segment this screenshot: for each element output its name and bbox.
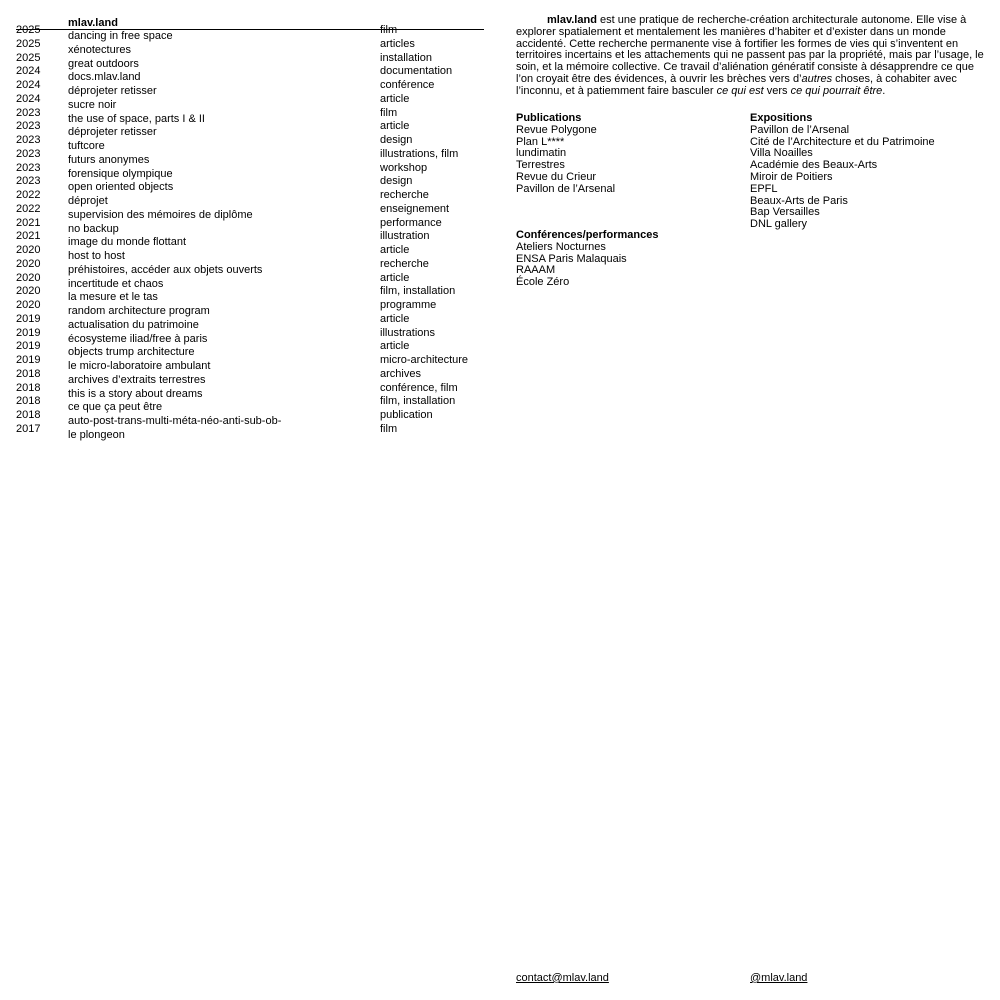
- exposition-item: Beaux-Arts de Paris: [750, 194, 848, 207]
- project-year: 2019: [16, 312, 41, 325]
- project-title: image du monde flottant: [68, 236, 187, 249]
- intro-text: .: [882, 84, 886, 97]
- conferences-section: [516, 230, 736, 289]
- project-type: archives: [380, 367, 421, 380]
- project-type: article: [380, 244, 410, 256]
- project-title: random architecture program: [68, 305, 210, 317]
- expositions-section: [750, 113, 990, 231]
- project-title: open oriented objects: [68, 181, 174, 194]
- project-type: conférence, film: [380, 381, 458, 394]
- intro-emphasis-ce-qui-est: ce qui est: [716, 84, 764, 97]
- project-year: 2019: [16, 354, 41, 366]
- project-title: objects trump architecture: [68, 346, 195, 359]
- site-title[interactable]: mlav.land: [68, 17, 118, 29]
- project-year: 2023: [16, 147, 41, 160]
- project-year: 2018: [16, 395, 41, 408]
- conference-item: ENSA Paris Malaquais: [516, 252, 627, 265]
- project-row[interactable]: [16, 106, 484, 127]
- project-title: écosysteme iliad/free à paris: [68, 332, 208, 345]
- project-type: enseignement: [380, 202, 450, 215]
- project-type: performance: [380, 216, 442, 229]
- exposition-item: Pavillon de l’Arsenal: [750, 123, 850, 136]
- expositions-list: [750, 125, 990, 231]
- project-title: docs.mlav.land: [68, 71, 141, 84]
- project-title: xénotectures: [68, 43, 131, 56]
- publications-heading: Publications: [516, 112, 582, 124]
- project-year: 2023: [16, 175, 41, 188]
- contact-email-link[interactable]: contact@mlav.land: [516, 972, 609, 984]
- projects-index: [16, 17, 484, 443]
- project-title: déprojeter retisser: [68, 126, 157, 139]
- publication-item: Revue du Crieur: [516, 170, 597, 183]
- instagram-handle-link[interactable]: @mlav.land: [750, 972, 808, 984]
- project-row[interactable]: [16, 230, 484, 250]
- project-type: publication: [380, 409, 433, 421]
- conference-item: RAAAM: [516, 264, 556, 277]
- exposition-item: DNL gallery: [750, 218, 808, 231]
- project-year: 2023: [16, 134, 41, 146]
- project-year: 2021: [16, 216, 41, 229]
- projects-header: [16, 17, 484, 30]
- project-title: actualisation du patrimoine: [68, 318, 199, 331]
- project-type: article: [380, 340, 410, 353]
- project-type: conférence: [380, 79, 435, 91]
- project-title: dancing in free space: [68, 30, 173, 42]
- project-year: 2024: [16, 65, 41, 78]
- project-type: recherche: [380, 189, 429, 201]
- publication-item: Revue Polygone: [516, 123, 597, 136]
- intro-emphasis-ce-qui-pourrait-etre: ce qui pourrait être: [790, 84, 883, 97]
- project-row[interactable]: [16, 326, 484, 347]
- project-row[interactable]: [16, 79, 484, 99]
- project-row[interactable]: [16, 120, 484, 140]
- conferences-list: [516, 242, 736, 289]
- project-year: 2019: [16, 326, 41, 339]
- project-year: 2018: [16, 381, 41, 394]
- project-year: 2021: [16, 230, 41, 243]
- project-year: 2025: [16, 24, 41, 36]
- expositions-heading: Expositions: [750, 112, 813, 124]
- publications-section: [516, 113, 736, 196]
- project-type: workshop: [380, 161, 428, 174]
- publication-item: Pavillon de l’Arsenal: [516, 182, 616, 195]
- project-title: no backup: [68, 222, 119, 235]
- project-title: tuftcore: [68, 140, 105, 152]
- project-title: the use of space, parts I & II: [68, 112, 205, 125]
- exposition-item: Académie des Beaux-Arts: [750, 159, 878, 172]
- project-year: 2020: [16, 271, 41, 284]
- project-type: design: [380, 134, 413, 146]
- project-row[interactable]: [16, 92, 484, 113]
- project-title: great outdoors: [68, 57, 139, 70]
- project-year: 2017: [16, 422, 41, 435]
- project-title: supervision des mémoires de diplôme: [68, 208, 253, 221]
- project-title: déprojeter retisser: [68, 85, 157, 97]
- exposition-item: EPFL: [750, 182, 778, 195]
- project-year: 2022: [16, 189, 41, 201]
- project-title: this is a story about dreams: [68, 387, 203, 400]
- intro-text: choses, à cohabiter avec l’inconnu, et à patiemment faire basculer: [516, 72, 957, 97]
- project-type: film: [380, 24, 398, 36]
- project-year: 2025: [16, 51, 41, 64]
- project-title: ce que ça peut être: [68, 401, 163, 414]
- conference-item: Ateliers Nocturnes: [516, 240, 606, 253]
- project-type: film: [380, 106, 398, 119]
- project-type: illustrations: [380, 326, 436, 339]
- project-title: archives d’extraits terrestres: [68, 373, 206, 386]
- project-type: programme: [380, 299, 437, 311]
- project-type: documentation: [380, 65, 453, 78]
- intro-lead: mlav.land: [547, 14, 597, 26]
- project-row[interactable]: [16, 257, 484, 278]
- project-year: 2020: [16, 257, 41, 270]
- project-title: auto-post-trans-multi-méta-néo-anti-sub-ob-: [68, 415, 282, 427]
- project-title: préhistoires, accéder aux objets ouverts: [68, 263, 263, 276]
- project-title: forensique olympique: [68, 167, 173, 180]
- project-year: 2023: [16, 120, 41, 133]
- project-row[interactable]: [16, 409, 484, 429]
- conference-item: École Zéro: [516, 276, 570, 289]
- project-type: film: [380, 422, 398, 435]
- intro-emphasis-autres: autres: [801, 72, 833, 85]
- publication-item: Plan L****: [516, 135, 565, 148]
- project-title: le plongeon: [68, 428, 125, 441]
- project-type: installation: [380, 51, 432, 64]
- project-type: design: [380, 175, 413, 188]
- exposition-item: Miroir de Poitiers: [750, 170, 833, 183]
- project-year: 2020: [16, 299, 41, 311]
- project-year: 2020: [16, 244, 41, 256]
- project-type: article: [380, 92, 410, 105]
- project-year: 2022: [16, 202, 41, 215]
- project-title: le micro-laboratoire ambulant: [68, 360, 211, 372]
- project-title: incertitude et chaos: [68, 277, 164, 290]
- project-year: 2025: [16, 37, 41, 50]
- project-title: déprojet: [68, 195, 108, 207]
- project-title: futurs anonymes: [68, 153, 150, 166]
- project-year: 2020: [16, 285, 41, 298]
- project-type: articles: [380, 37, 415, 50]
- exposition-item: Cité de l’Architecture et du Patrimoine: [750, 135, 935, 148]
- project-type: article: [380, 312, 410, 325]
- project-type: film, installation: [380, 395, 456, 408]
- publication-item: lundimatin: [516, 147, 567, 160]
- publications-list: [516, 125, 736, 196]
- publication-item: Terrestres: [516, 159, 565, 172]
- project-year: 2023: [16, 161, 41, 174]
- intro-paragraph: [516, 15, 988, 98]
- project-row[interactable]: [16, 299, 484, 319]
- project-year: 2024: [16, 79, 41, 91]
- project-type: illustrations, film: [380, 147, 459, 160]
- project-title: la mesure et le tas: [68, 291, 158, 304]
- project-type: illustration: [380, 230, 430, 243]
- project-row[interactable]: [16, 422, 484, 443]
- project-type: recherche: [380, 257, 429, 270]
- conferences-heading: Conférences/performances: [516, 229, 659, 241]
- exposition-item: Villa Noailles: [750, 147, 813, 160]
- project-type: film, installation: [380, 285, 456, 298]
- project-year: 2024: [16, 92, 41, 105]
- exposition-item: Bap Versailles: [750, 206, 820, 219]
- project-year: 2018: [16, 409, 41, 421]
- projects-list: [16, 24, 484, 443]
- intro-text: vers: [763, 84, 791, 97]
- project-type: micro-architecture: [380, 354, 469, 366]
- project-title: sucre noir: [68, 98, 117, 111]
- intro-text: est une pratique de recherche-création architecturale autonome. Elle vise à explorer spatialement et mentalement les manières d’habiter et d’exister dans un monde accidenté. Cette recherche permanente vise à fortifier les formes de vies qui s’inventent en territoires incertains et les attachements qui ne passent pas par la propriété, mais par l’usage, le soin, et la mémoire collective. Ce travail d’aliénation génératif consiste à désapprendre ce que l’on croyait être des évidences, à ouvrir les brèches vers d’: [516, 14, 984, 85]
- project-title: host to host: [68, 250, 125, 262]
- project-row[interactable]: [16, 161, 484, 182]
- project-type: article: [380, 271, 410, 284]
- project-year: 2023: [16, 106, 41, 119]
- project-year: 2018: [16, 367, 41, 380]
- project-type: article: [380, 120, 410, 133]
- project-year: 2019: [16, 340, 41, 353]
